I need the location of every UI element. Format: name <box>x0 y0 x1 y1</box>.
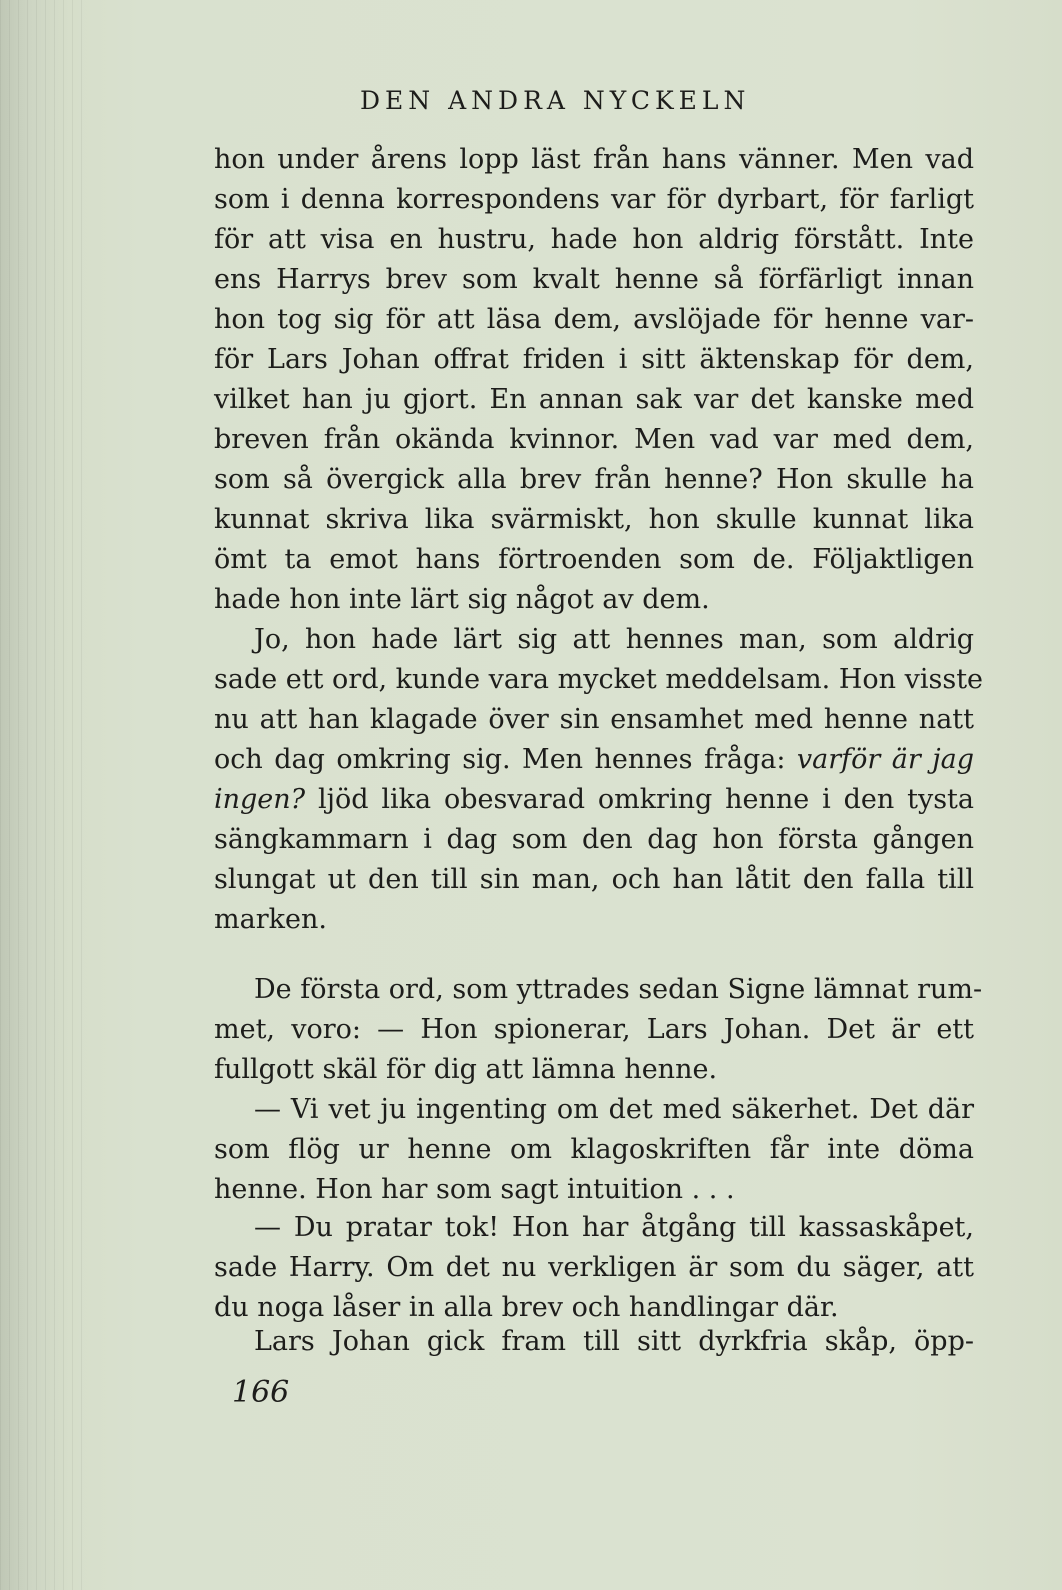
text-line: du noga låser in alla brev och handlingar där. <box>214 1292 839 1323</box>
text-line: hade hon inte lärt sig något av dem. <box>214 584 710 615</box>
paragraph-2 <box>214 620 984 940</box>
text-line: för att visa en hustru, hade hon aldrig förstått. Inte <box>214 224 974 255</box>
text-line <box>214 780 974 820</box>
paragraph-6 <box>214 1322 974 1362</box>
text-line: slungat ut den till sin man, och han låtit den falla till <box>214 864 974 895</box>
text-line: Jo, hon hade lärt sig att hennes man, som aldrig <box>254 624 974 655</box>
text-line: Lars Johan gick fram till sitt dyrkfria skåp, öpp- <box>254 1326 974 1357</box>
text-segment: och dag omkring sig. Men hennes fråga: <box>214 744 797 775</box>
italic-question: varför är jag <box>796 744 974 775</box>
text-line: fullgott skäl för dig att lämna henne. <box>214 1054 718 1085</box>
text-line: henne. Hon har som sagt intuition . . . <box>214 1174 735 1205</box>
paragraph-3 <box>214 970 983 1090</box>
text-line: sade Harry. Om det nu verkligen är som du säger, att <box>214 1252 974 1283</box>
text-line: ömt ta emot hans förtroenden som de. Följaktligen <box>214 544 974 575</box>
paragraph-5 <box>214 1208 974 1328</box>
text-line: som i denna korrespondens var för dyrbart, för farligt <box>214 184 974 215</box>
text-line: vilket han ju gjort. En annan sak var det kanske med <box>214 384 974 415</box>
text-line: sängkammarn i dag som den dag hon första gången <box>214 824 974 855</box>
italic-question: ingen? <box>214 784 306 815</box>
text-line: kunnat skriva lika svärmiskt, hon skulle kunnat lika <box>214 504 974 535</box>
text-line: marken. <box>214 904 327 935</box>
text-line: sade ett ord, kunde vara mycket meddelsam. Hon visste <box>214 664 984 695</box>
paragraph-4 <box>214 1090 974 1210</box>
text-line <box>214 740 974 780</box>
page-edge-shadow <box>0 0 90 1590</box>
running-head: DEN ANDRA NYCKELN <box>360 86 751 115</box>
text-segment: ljöd lika obesvarad omkring henne i den tysta <box>305 784 974 815</box>
text-line: hon tog sig för att läsa dem, avslöjade för henne var- <box>214 304 974 335</box>
text-line: som så övergick alla brev från henne? Hon skulle ha <box>214 464 974 495</box>
text-line: som flög ur henne om klagoskriften får inte döma <box>214 1134 974 1165</box>
text-line: — Vi vet ju ingenting om det med säkerhet. Det där <box>254 1094 974 1125</box>
text-line: De första ord, som yttrades sedan Signe lämnat rum- <box>254 974 983 1005</box>
text-line: — Du pratar tok! Hon har åtgång till kassaskåpet, <box>254 1212 974 1243</box>
text-line: met, voro: — Hon spionerar, Lars Johan. Det är ett <box>214 1014 974 1045</box>
text-line: nu att han klagade över sin ensamhet med henne natt <box>214 704 974 735</box>
text-line: för Lars Johan offrat friden i sitt äktenskap för dem, <box>214 344 974 375</box>
text-line: hon under årens lopp läst från hans vänner. Men vad <box>214 144 974 175</box>
text-line: ens Harrys brev som kvalt henne så förfärligt innan <box>214 264 974 295</box>
paragraph-1 <box>214 140 974 620</box>
page-number: 166 <box>232 1375 290 1410</box>
text-line: breven från okända kvinnor. Men vad var med dem, <box>214 424 974 455</box>
